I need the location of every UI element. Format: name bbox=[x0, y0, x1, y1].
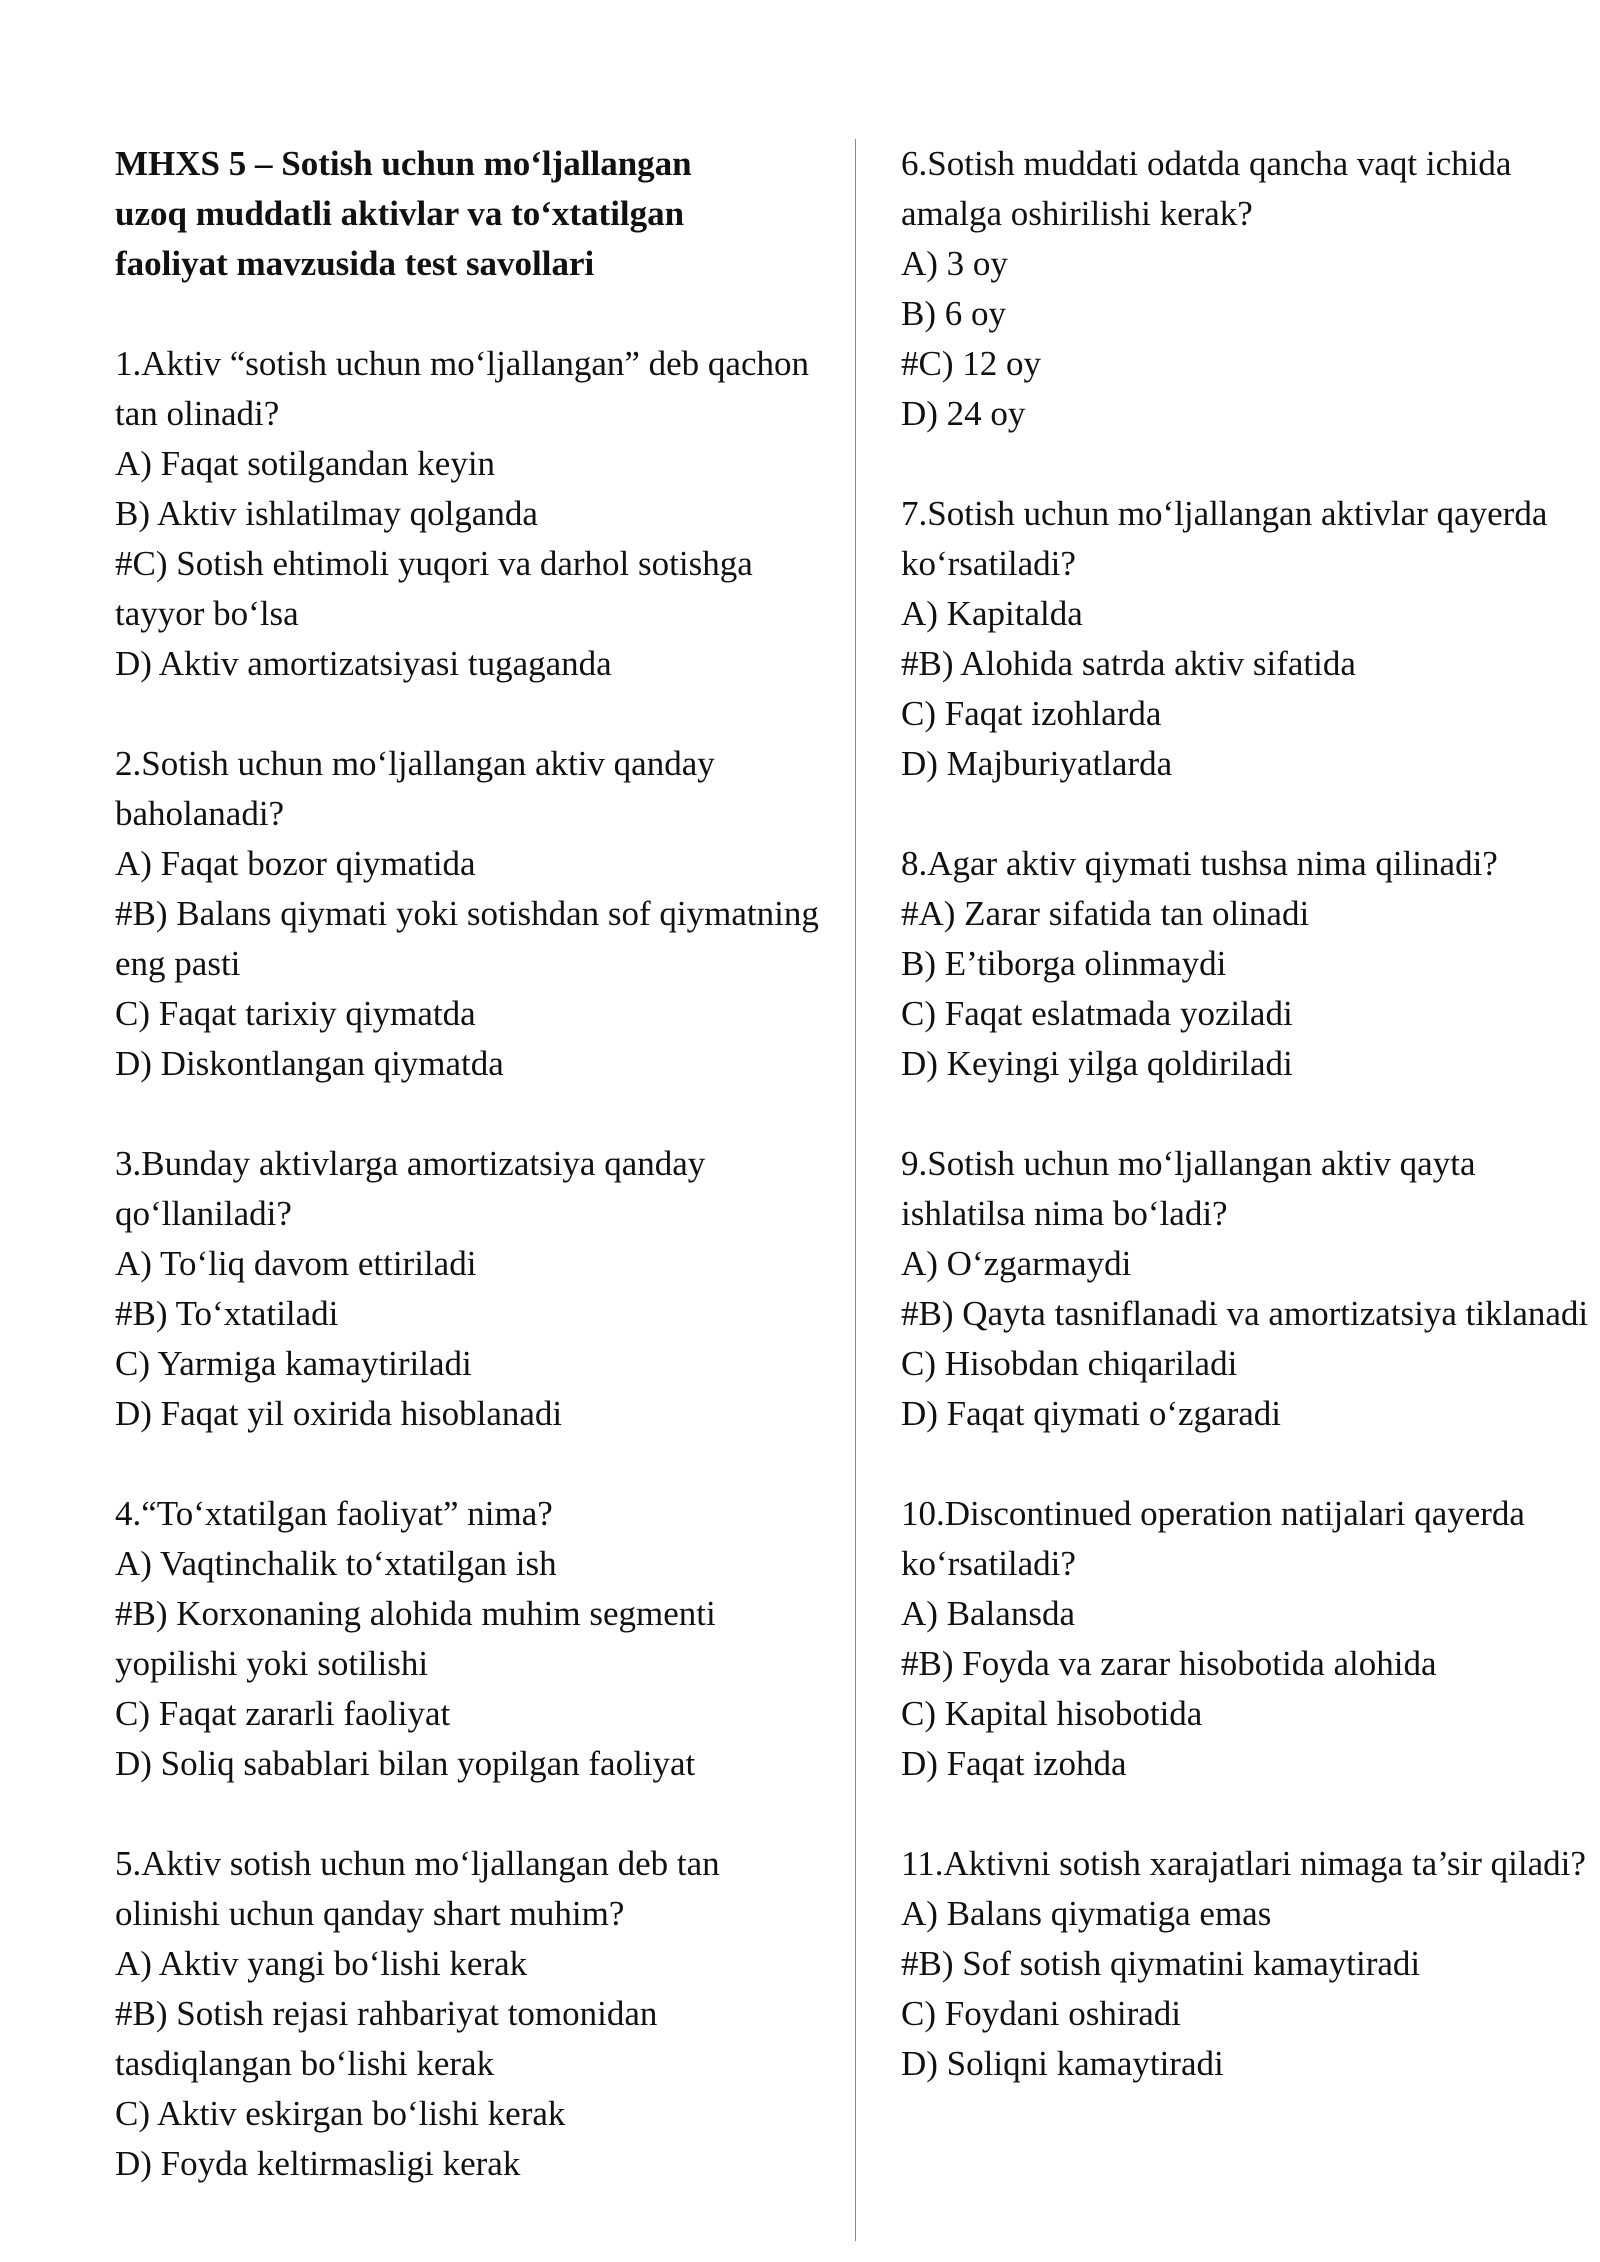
option-c: #C) Sotish ehtimoli yuqori va darhol sotishga tayyor bo‘lsa bbox=[115, 544, 753, 633]
question-10 bbox=[901, 1489, 1591, 1789]
option-b: #B) Korxonaning alohida muhim segmenti yopilishi yoki sotilishi bbox=[115, 1594, 716, 1683]
right-column bbox=[901, 139, 1591, 2139]
option-a: A) 3 oy bbox=[901, 244, 1008, 283]
option-b: B) Aktiv ishlatilmay qolganda bbox=[115, 494, 538, 533]
option-d: D) 24 oy bbox=[901, 394, 1026, 433]
question-9 bbox=[901, 1139, 1591, 1439]
option-a: A) To‘liq davom ettiriladi bbox=[115, 1244, 477, 1283]
question-11 bbox=[901, 1839, 1591, 2089]
column-divider bbox=[855, 139, 856, 2241]
option-a: A) O‘zgarmaydi bbox=[901, 1244, 1132, 1283]
document-title: MHXS 5 – Sotish uchun mo‘ljallangan uzoq muddatli aktivlar va to‘xtatilgan faoliyat mavzusida test savollari bbox=[115, 144, 692, 283]
question-text: 10.Discontinued operation natijalari qayerda ko‘rsatiladi? bbox=[901, 1494, 1525, 1583]
question-text: 5.Aktiv sotish uchun mo‘ljallangan deb tan olinishi uchun qanday shart muhim? bbox=[115, 1844, 720, 1933]
option-b: #B) To‘xtatiladi bbox=[115, 1294, 339, 1333]
question-text: 6.Sotish muddati odatda qancha vaqt ichida amalga oshirilishi kerak? bbox=[901, 144, 1512, 233]
option-b: B) E’tiborga olinmaydi bbox=[901, 944, 1227, 983]
option-d: D) Soliqni kamaytiradi bbox=[901, 2044, 1224, 2083]
option-d: D) Majburiyatlarda bbox=[901, 744, 1173, 783]
option-a: A) Vaqtinchalik to‘xtatilgan ish bbox=[115, 1544, 557, 1583]
option-a: A) Balans qiymatiga emas bbox=[901, 1894, 1272, 1933]
option-d: D) Faqat qiymati o‘zgaradi bbox=[901, 1394, 1282, 1433]
question-1 bbox=[115, 339, 830, 689]
option-a: A) Balansda bbox=[901, 1594, 1075, 1633]
option-c: C) Aktiv eskirgan bo‘lishi kerak bbox=[115, 2094, 566, 2133]
option-c: C) Hisobdan chiqariladi bbox=[901, 1344, 1238, 1383]
question-3 bbox=[115, 1139, 830, 1439]
option-d: D) Faqat izohda bbox=[901, 1744, 1127, 1783]
option-d: D) Soliq sabablari bilan yopilgan faoliyat bbox=[115, 1744, 696, 1783]
question-4 bbox=[115, 1489, 830, 1789]
option-a: A) Kapitalda bbox=[901, 594, 1083, 633]
question-text: 2.Sotish uchun mo‘ljallangan aktiv qanday baholanadi? bbox=[115, 744, 715, 833]
option-a: #A) Zarar sifatida tan olinadi bbox=[901, 894, 1310, 933]
question-text: 4.“To‘xtatilgan faoliyat” nima? bbox=[115, 1494, 553, 1533]
option-d: D) Keyingi yilga qoldiriladi bbox=[901, 1044, 1293, 1083]
question-text: 1.Aktiv “sotish uchun mo‘ljallangan” deb qachon tan olinadi? bbox=[115, 344, 810, 433]
option-c: C) Faqat izohlarda bbox=[901, 694, 1162, 733]
option-d: D) Foyda keltirmasligi kerak bbox=[115, 2144, 521, 2183]
option-c: C) Kapital hisobotida bbox=[901, 1694, 1203, 1733]
question-text: 9.Sotish uchun mo‘ljallangan aktiv qayta ishlatilsa nima bo‘ladi? bbox=[901, 1144, 1476, 1233]
option-c: C) Yarmiga kamaytiriladi bbox=[115, 1344, 472, 1383]
question-2 bbox=[115, 739, 830, 1089]
option-b: #B) Balans qiymati yoki sotishdan sof qiymatning eng pasti bbox=[115, 894, 819, 983]
question-text: 7.Sotish uchun mo‘ljallangan aktivlar qayerda ko‘rsatiladi? bbox=[901, 494, 1548, 583]
option-b: #B) Foyda va zarar hisobotida alohida bbox=[901, 1644, 1437, 1683]
left-column bbox=[115, 139, 830, 2239]
question-text: 11.Aktivni sotish xarajatlari nimaga ta’sir qiladi? bbox=[901, 1844, 1586, 1883]
question-6 bbox=[901, 139, 1591, 439]
question-text: 3.Bunday aktivlarga amortizatsiya qanday qo‘llaniladi? bbox=[115, 1144, 706, 1233]
option-c: #C) 12 oy bbox=[901, 344, 1041, 383]
option-c: C) Faqat tarixiy qiymatda bbox=[115, 994, 476, 1033]
option-b: B) 6 oy bbox=[901, 294, 1006, 333]
question-8 bbox=[901, 839, 1591, 1089]
question-text: 8.Agar aktiv qiymati tushsa nima qilinadi? bbox=[901, 844, 1498, 883]
option-d: D) Faqat yil oxirida hisoblanadi bbox=[115, 1394, 563, 1433]
option-d: D) Diskontlangan qiymatda bbox=[115, 1044, 504, 1083]
option-b: #B) Qayta tasniflanadi va amortizatsiya tiklanadi bbox=[901, 1294, 1589, 1333]
option-a: A) Faqat bozor qiymatida bbox=[115, 844, 476, 883]
option-a: A) Faqat sotilgandan keyin bbox=[115, 444, 496, 483]
question-5 bbox=[115, 1839, 830, 2189]
option-b: #B) Sotish rejasi rahbariyat tomonidan tasdiqlangan bo‘lishi kerak bbox=[115, 1994, 658, 2083]
option-b: #B) Sof sotish qiymatini kamaytiradi bbox=[901, 1944, 1421, 1983]
option-b: #B) Alohida satrda aktiv sifatida bbox=[901, 644, 1356, 683]
option-c: C) Foydani oshiradi bbox=[901, 1994, 1181, 2033]
option-d: D) Aktiv amortizatsiyasi tugaganda bbox=[115, 644, 612, 683]
option-c: C) Faqat eslatmada yoziladi bbox=[901, 994, 1293, 1033]
option-c: C) Faqat zararli faoliyat bbox=[115, 1694, 451, 1733]
question-7 bbox=[901, 489, 1591, 789]
option-a: A) Aktiv yangi bo‘lishi kerak bbox=[115, 1944, 528, 1983]
